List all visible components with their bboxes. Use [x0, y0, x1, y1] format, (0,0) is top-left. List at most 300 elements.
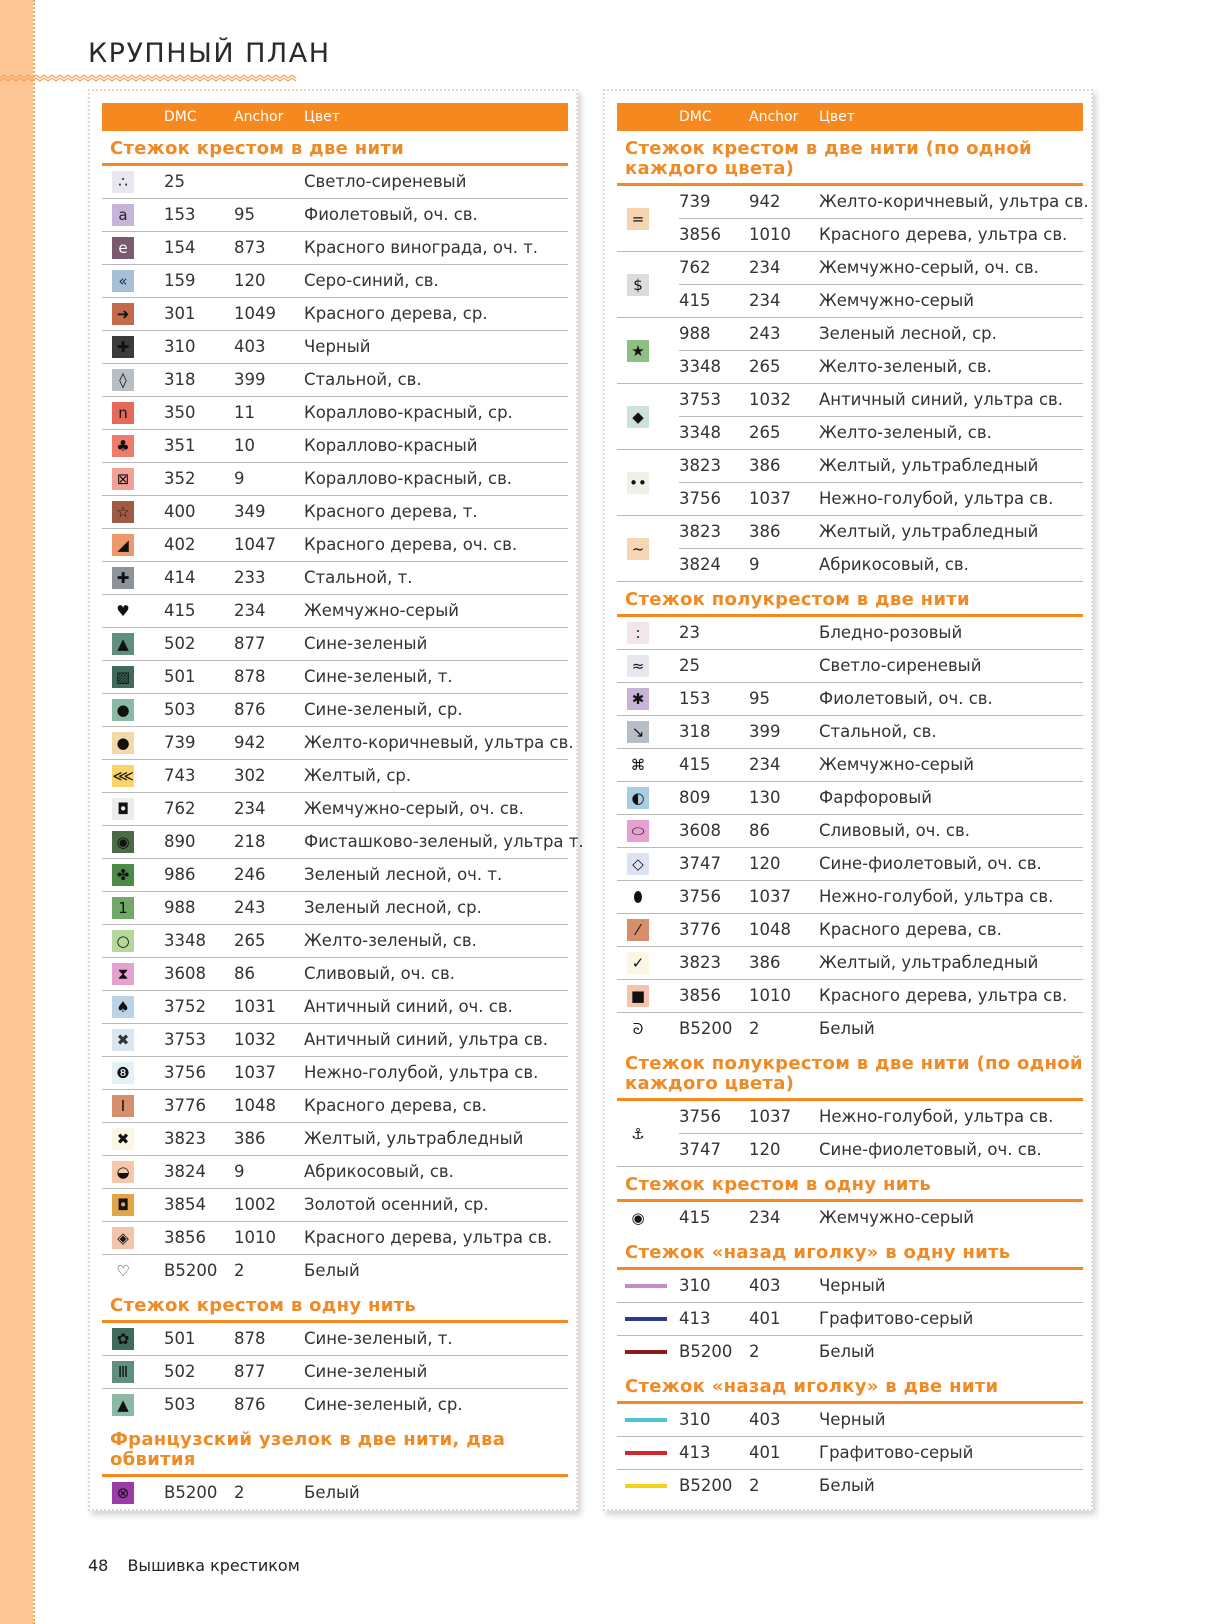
- backstitch-line-icon: [625, 1451, 667, 1455]
- anchor-number: 218: [234, 832, 266, 851]
- color-name: Белый: [819, 1342, 875, 1361]
- chart-symbol-icon: ■: [627, 985, 649, 1007]
- thread-row: [617, 219, 1083, 252]
- thread-row: [102, 1477, 568, 1510]
- anchor-number: 1048: [749, 920, 791, 939]
- color-name: Сливовый, оч. св.: [819, 821, 970, 840]
- anchor-number: 399: [749, 722, 781, 741]
- chart-symbol-icon: ▲: [112, 633, 134, 655]
- anchor-number: 9: [234, 469, 245, 488]
- color-name: Абрикосовый, св.: [819, 555, 969, 574]
- thread-row: [617, 782, 1083, 815]
- thread-row: [102, 760, 568, 793]
- thread-list: [617, 617, 1083, 1046]
- dmc-number: 318: [679, 722, 711, 741]
- color-name: Желтый, ультрабледный: [819, 456, 1039, 475]
- dmc-number: 3753: [679, 390, 721, 409]
- thread-row: [617, 1336, 1083, 1369]
- anchor-number: 10: [234, 436, 255, 455]
- color-name: Светло-сиреневый: [304, 172, 467, 191]
- anchor-number: 120: [234, 271, 266, 290]
- chart-symbol-icon: ♠: [112, 996, 134, 1018]
- anchor-number: 403: [749, 1276, 781, 1295]
- anchor-number: 349: [234, 502, 266, 521]
- dmc-number: 413: [679, 1309, 711, 1328]
- dmc-number: 3756: [164, 1063, 206, 1082]
- chart-symbol-icon: ∴: [112, 171, 134, 193]
- color-name: Графитово-серый: [819, 1443, 974, 1462]
- anchor-number: 243: [234, 898, 266, 917]
- dmc-number: 3776: [164, 1096, 206, 1115]
- color-name: Белый: [304, 1483, 360, 1502]
- chart-symbol-icon: ◊: [112, 369, 134, 391]
- color-name: Красного дерева, оч. св.: [304, 535, 518, 554]
- thread-row: [617, 749, 1083, 782]
- thread-row: [102, 694, 568, 727]
- anchor-number: 2: [234, 1261, 245, 1280]
- dmc-number: 503: [164, 700, 196, 719]
- thread-row: [679, 516, 1083, 549]
- anchor-number: 399: [234, 370, 266, 389]
- dmc-number: 23: [679, 623, 700, 642]
- anchor-number: 86: [234, 964, 255, 983]
- color-name: Кораллово-красный, св.: [304, 469, 513, 488]
- thread-row: [617, 881, 1083, 914]
- anchor-number: 234: [749, 291, 781, 310]
- color-name: Красного дерева, св.: [819, 920, 1002, 939]
- dmc-number: 739: [164, 733, 196, 752]
- thread-row: [102, 1057, 568, 1090]
- dmc-number: 988: [679, 324, 711, 343]
- chart-symbol-icon: ◒: [112, 1161, 134, 1183]
- dmc-number: 3348: [164, 931, 206, 950]
- anchor-number: 265: [749, 357, 781, 376]
- dmc-number: B5200: [164, 1483, 218, 1502]
- color-name: Красного дерева, св.: [304, 1096, 487, 1115]
- color-name: Белый: [304, 1261, 360, 1280]
- thread-row: [617, 1134, 1083, 1167]
- color-name: Желто-зеленый, св.: [304, 931, 477, 950]
- anchor-number: 302: [234, 766, 266, 785]
- section-title: Стежок крестом в одну нить: [617, 1167, 1083, 1202]
- thread-row: [617, 1013, 1083, 1046]
- thread-row: [679, 318, 1083, 351]
- anchor-number: 11: [234, 403, 255, 422]
- book-title: Вышивка крестиком: [127, 1556, 300, 1575]
- chart-symbol-icon: ⋘: [112, 765, 134, 787]
- page-number: 48: [88, 1556, 109, 1575]
- thread-row: [102, 991, 568, 1024]
- side-stripe: [0, 0, 33, 1624]
- anchor-number: 386: [749, 456, 781, 475]
- thread-row: [102, 727, 574, 760]
- dmc-number: 743: [164, 766, 196, 785]
- color-name: Сине-зеленый, ср.: [304, 700, 463, 719]
- color-name: Стальной, т.: [304, 568, 413, 587]
- anchor-number: 878: [234, 667, 266, 686]
- chart-symbol-icon: ~: [627, 538, 649, 560]
- dmc-number: 159: [164, 271, 196, 290]
- chart-symbol-icon: ❽: [112, 1062, 134, 1084]
- left-key-panel: [88, 89, 584, 1511]
- chart-symbol-icon: ◇: [627, 853, 649, 875]
- anchor-number: 877: [234, 1362, 266, 1381]
- chart-symbol-icon: ▲: [112, 1394, 134, 1416]
- header-anchor: Anchor: [749, 109, 799, 125]
- thread-row: [102, 1323, 568, 1356]
- color-name: Сине-зеленый: [304, 1362, 428, 1381]
- thread-row: [679, 384, 1083, 417]
- thread-row: [102, 529, 568, 562]
- thread-row: [679, 1101, 1083, 1134]
- chart-symbol-icon: ◉: [627, 1207, 649, 1229]
- thread-row: [679, 186, 1089, 219]
- dmc-number: 3608: [164, 964, 206, 983]
- chart-symbol-icon: n: [112, 402, 134, 424]
- thread-row: [102, 595, 568, 628]
- anchor-number: 1032: [749, 390, 791, 409]
- dmc-number: 3348: [679, 423, 721, 442]
- color-name: Бледно-розовый: [819, 623, 963, 642]
- anchor-number: 873: [234, 238, 266, 257]
- dmc-number: B5200: [679, 1342, 733, 1361]
- title-zigzag-decoration: [0, 73, 300, 83]
- thread-row: [617, 549, 1083, 582]
- thread-row: [102, 232, 568, 265]
- anchor-number: 234: [234, 601, 266, 620]
- anchor-number: 942: [749, 192, 781, 211]
- dmc-number: 402: [164, 535, 196, 554]
- anchor-number: 386: [749, 522, 781, 541]
- thread-row: [617, 650, 1083, 683]
- chart-symbol-icon: ⊗: [112, 1482, 134, 1504]
- dmc-number: 351: [164, 436, 196, 455]
- anchor-number: 1010: [749, 986, 791, 1005]
- table-header: [102, 103, 568, 131]
- dmc-number: 809: [679, 788, 711, 807]
- page-footer: [88, 1556, 300, 1575]
- dmc-number: 415: [679, 291, 711, 310]
- chart-symbol-icon: ▨: [112, 666, 134, 688]
- thread-group: [617, 186, 1089, 252]
- anchor-number: 876: [234, 1395, 266, 1414]
- thread-row: [617, 1437, 1083, 1470]
- thread-row: [102, 265, 568, 298]
- thread-row: [617, 417, 1083, 450]
- thread-list: [102, 166, 584, 1288]
- dmc-number: 986: [164, 865, 196, 884]
- anchor-number: 243: [749, 324, 781, 343]
- dmc-number: 3756: [679, 887, 721, 906]
- thread-row: [102, 793, 568, 826]
- dmc-number: 502: [164, 1362, 196, 1381]
- color-name: Кораллово-красный, ср.: [304, 403, 513, 422]
- color-name: Стальной, св.: [819, 722, 937, 741]
- dmc-number: 310: [679, 1410, 711, 1429]
- chart-symbol-icon: ⌘: [627, 754, 649, 776]
- thread-row: [617, 1303, 1083, 1336]
- thread-row: [617, 683, 1083, 716]
- thread-group: [617, 318, 1083, 384]
- dmc-number: 3824: [164, 1162, 206, 1181]
- chart-symbol-icon: I: [112, 1095, 134, 1117]
- chart-symbol-icon: ✱: [627, 688, 649, 710]
- thread-row: [102, 562, 568, 595]
- header-color: Цвет: [819, 109, 855, 125]
- thread-row: [617, 617, 1083, 650]
- dmc-number: 988: [164, 898, 196, 917]
- dmc-number: 3823: [164, 1129, 206, 1148]
- dmc-number: B5200: [679, 1476, 733, 1495]
- anchor-number: 401: [749, 1443, 781, 1462]
- color-name: Сине-зеленый, ср.: [304, 1395, 463, 1414]
- page-title: КРУПНЫЙ ПЛАН: [88, 38, 331, 69]
- color-name: Кораллово-красный: [304, 436, 478, 455]
- thread-row: [617, 815, 1083, 848]
- chart-symbol-icon: ○: [112, 930, 134, 952]
- thread-list: [617, 1202, 1083, 1235]
- chart-symbol-icon: a: [112, 204, 134, 226]
- dmc-number: 502: [164, 634, 196, 653]
- backstitch-line-icon: [625, 1317, 667, 1321]
- color-name: Нежно-голубой, ультра св.: [304, 1063, 539, 1082]
- dmc-number: 3608: [679, 821, 721, 840]
- anchor-number: 2: [749, 1019, 760, 1038]
- color-name: Античный синий, ультра св.: [304, 1030, 548, 1049]
- chart-symbol-icon: ◉: [112, 831, 134, 853]
- chart-symbol-icon: ••: [627, 472, 649, 494]
- thread-row: [617, 914, 1083, 947]
- color-name: Красного дерева, т.: [304, 502, 478, 521]
- color-name: Жемчужно-серый, оч. св.: [304, 799, 524, 818]
- color-name: Красного винограда, оч. т.: [304, 238, 539, 257]
- chart-symbol-icon: ⬮: [627, 886, 649, 908]
- chart-symbol-icon: ◢: [112, 534, 134, 556]
- thread-row: [102, 1356, 568, 1389]
- color-name: Жемчужно-серый: [304, 601, 460, 620]
- color-name: Нежно-голубой, ультра св.: [819, 1107, 1054, 1126]
- anchor-number: 86: [749, 821, 770, 840]
- right-key-panel: [603, 89, 1093, 1511]
- chart-symbol-icon: ➜: [112, 303, 134, 325]
- thread-row: [102, 892, 568, 925]
- dmc-number: 153: [679, 689, 711, 708]
- thread-group: [617, 384, 1083, 450]
- thread-row: [102, 628, 568, 661]
- anchor-number: 1032: [234, 1030, 276, 1049]
- backstitch-list: [617, 1404, 1083, 1503]
- dmc-number: 3776: [679, 920, 721, 939]
- thread-row: [617, 1270, 1083, 1303]
- anchor-number: 1037: [749, 1107, 791, 1126]
- chart-symbol-icon: ◐: [627, 787, 649, 809]
- anchor-number: 9: [234, 1162, 245, 1181]
- color-name: Красного дерева, ультра св.: [819, 986, 1068, 1005]
- section-title: Стежок полукрестом в две нити: [617, 582, 1083, 617]
- color-name: Жемчужно-серый: [819, 1208, 975, 1227]
- dmc-number: 154: [164, 238, 196, 257]
- dmc-number: 415: [679, 1208, 711, 1227]
- thread-row: [102, 859, 568, 892]
- color-name: Зеленый лесной, ср.: [304, 898, 482, 917]
- anchor-number: 878: [234, 1329, 266, 1348]
- anchor-number: 234: [234, 799, 266, 818]
- anchor-number: 403: [749, 1410, 781, 1429]
- color-name: Светло-сиреневый: [819, 656, 982, 675]
- color-name: Античный синий, ультра св.: [819, 390, 1063, 409]
- chart-symbol-icon: ◘: [112, 1194, 134, 1216]
- thread-row: [102, 463, 568, 496]
- dmc-number: 3756: [679, 489, 721, 508]
- thread-row: [102, 496, 568, 529]
- thread-row: [617, 285, 1083, 318]
- color-name: Красного дерева, ср.: [304, 304, 488, 323]
- color-name: Красного дерева, ультра св.: [819, 225, 1068, 244]
- anchor-number: 120: [749, 854, 781, 873]
- anchor-number: 1047: [234, 535, 276, 554]
- thread-row: [679, 252, 1083, 285]
- thread-row: [102, 397, 568, 430]
- color-name: Сине-зеленый, т.: [304, 667, 453, 686]
- color-name: Стальной, св.: [304, 370, 422, 389]
- chart-symbol-icon: 1: [112, 897, 134, 919]
- thread-row: [617, 483, 1083, 516]
- section-title: Французский узелок в две нити, два обвития: [102, 1422, 568, 1477]
- anchor-number: 95: [234, 205, 255, 224]
- anchor-number: 1049: [234, 304, 276, 323]
- thread-row: [102, 661, 568, 694]
- right-key-table: [617, 103, 1089, 1503]
- chart-symbol-icon: ✖: [112, 1029, 134, 1051]
- anchor-number: 877: [234, 634, 266, 653]
- color-name: Черный: [304, 337, 371, 356]
- header-dmc: DMC: [164, 109, 197, 125]
- thread-group: [617, 516, 1083, 582]
- chart-symbol-icon: ✓: [627, 952, 649, 974]
- dmc-number: 3856: [679, 986, 721, 1005]
- thread-row: [102, 199, 568, 232]
- dmc-number: 3753: [164, 1030, 206, 1049]
- thread-list: [102, 1323, 568, 1422]
- dmc-number: 3348: [679, 357, 721, 376]
- thread-row: [617, 1202, 1083, 1235]
- chart-symbol-icon: Ⅲ: [112, 1361, 134, 1383]
- color-name: Зеленый лесной, оч. т.: [304, 865, 503, 884]
- dmc-number: 3854: [164, 1195, 206, 1214]
- table-header: [617, 103, 1083, 131]
- thread-list: [102, 1477, 568, 1510]
- dmc-number: 762: [679, 258, 711, 277]
- anchor-number: 1002: [234, 1195, 276, 1214]
- color-name: Серо-синий, св.: [304, 271, 439, 290]
- color-name: Сине-фиолетовый, оч. св.: [819, 854, 1042, 873]
- dmc-number: 3752: [164, 997, 206, 1016]
- thread-row: [102, 331, 568, 364]
- side-stripe-edge: [33, 0, 35, 1624]
- chart-symbol-icon: ✤: [112, 864, 134, 886]
- color-name: Зеленый лесной, ср.: [819, 324, 997, 343]
- thread-row: [617, 716, 1083, 749]
- color-name: Золотой осенний, ср.: [304, 1195, 489, 1214]
- dmc-number: 3824: [679, 555, 721, 574]
- color-name: Фарфоровый: [819, 788, 933, 807]
- color-name: Нежно-голубой, ультра св.: [819, 887, 1054, 906]
- dmc-number: 503: [164, 1395, 196, 1414]
- dmc-number: 501: [164, 1329, 196, 1348]
- anchor-number: 265: [234, 931, 266, 950]
- color-name: Желтый, ультрабледный: [819, 953, 1039, 972]
- anchor-number: 95: [749, 689, 770, 708]
- color-name: Черный: [819, 1410, 886, 1429]
- color-name: Белый: [819, 1019, 875, 1038]
- chart-symbol-icon: ⊠: [112, 468, 134, 490]
- dmc-number: 352: [164, 469, 196, 488]
- chart-symbol-icon: ★: [627, 340, 649, 362]
- anchor-number: 120: [749, 1140, 781, 1159]
- thread-row: [102, 925, 568, 958]
- anchor-number: 1037: [749, 489, 791, 508]
- section-title: Стежок крестом в одну нить: [102, 1288, 568, 1323]
- dmc-number: 25: [164, 172, 185, 191]
- thread-group: [617, 252, 1083, 318]
- color-name: Желтый, ультрабледный: [819, 522, 1039, 541]
- anchor-number: 876: [234, 700, 266, 719]
- color-name: Абрикосовый, св.: [304, 1162, 454, 1181]
- anchor-number: 233: [234, 568, 266, 587]
- thread-row: [617, 947, 1083, 980]
- anchor-number: 1010: [749, 225, 791, 244]
- anchor-number: 130: [749, 788, 781, 807]
- thread-row: [102, 430, 568, 463]
- thread-row: [102, 166, 568, 199]
- chart-symbol-icon: ↘: [627, 721, 649, 743]
- backstitch-line-icon: [625, 1350, 667, 1354]
- chart-symbol-icon: ⬭: [627, 820, 649, 842]
- chart-symbol-icon: ☆: [112, 501, 134, 523]
- chart-symbol-icon: ⧗: [112, 963, 134, 985]
- anchor-number: 1048: [234, 1096, 276, 1115]
- dmc-number: 3823: [679, 953, 721, 972]
- chart-symbol-icon: ⚓: [627, 1123, 649, 1145]
- color-name: Желтый, ср.: [304, 766, 412, 785]
- dmc-number: 400: [164, 502, 196, 521]
- dmc-number: 501: [164, 667, 196, 686]
- anchor-number: 1031: [234, 997, 276, 1016]
- section-title: Стежок «назад иголку» в две нити: [617, 1369, 1083, 1404]
- anchor-number: 265: [749, 423, 781, 442]
- color-name: Желто-зеленый, св.: [819, 423, 992, 442]
- dmc-number: 3747: [679, 854, 721, 873]
- dmc-number: B5200: [164, 1261, 218, 1280]
- backstitch-line-icon: [625, 1484, 667, 1488]
- chart-symbol-icon: ♣: [112, 435, 134, 457]
- backstitch-list: [617, 1270, 1083, 1369]
- color-name: Желто-коричневый, ультра св.: [304, 733, 574, 752]
- thread-row: [102, 1222, 568, 1255]
- thread-row: [102, 826, 584, 859]
- dmc-number: 3856: [679, 225, 721, 244]
- thread-row: [102, 1090, 568, 1123]
- chart-symbol-icon: ✚: [112, 567, 134, 589]
- anchor-number: 9: [749, 555, 760, 574]
- thread-row: [102, 1024, 568, 1057]
- chart-symbol-icon: =: [627, 208, 649, 230]
- dmc-number: 415: [164, 601, 196, 620]
- thread-row: [102, 1156, 568, 1189]
- header-anchor: Anchor: [234, 109, 284, 125]
- chart-symbol-icon: ◘: [112, 798, 134, 820]
- chart-symbol-icon: ✿: [112, 1328, 134, 1350]
